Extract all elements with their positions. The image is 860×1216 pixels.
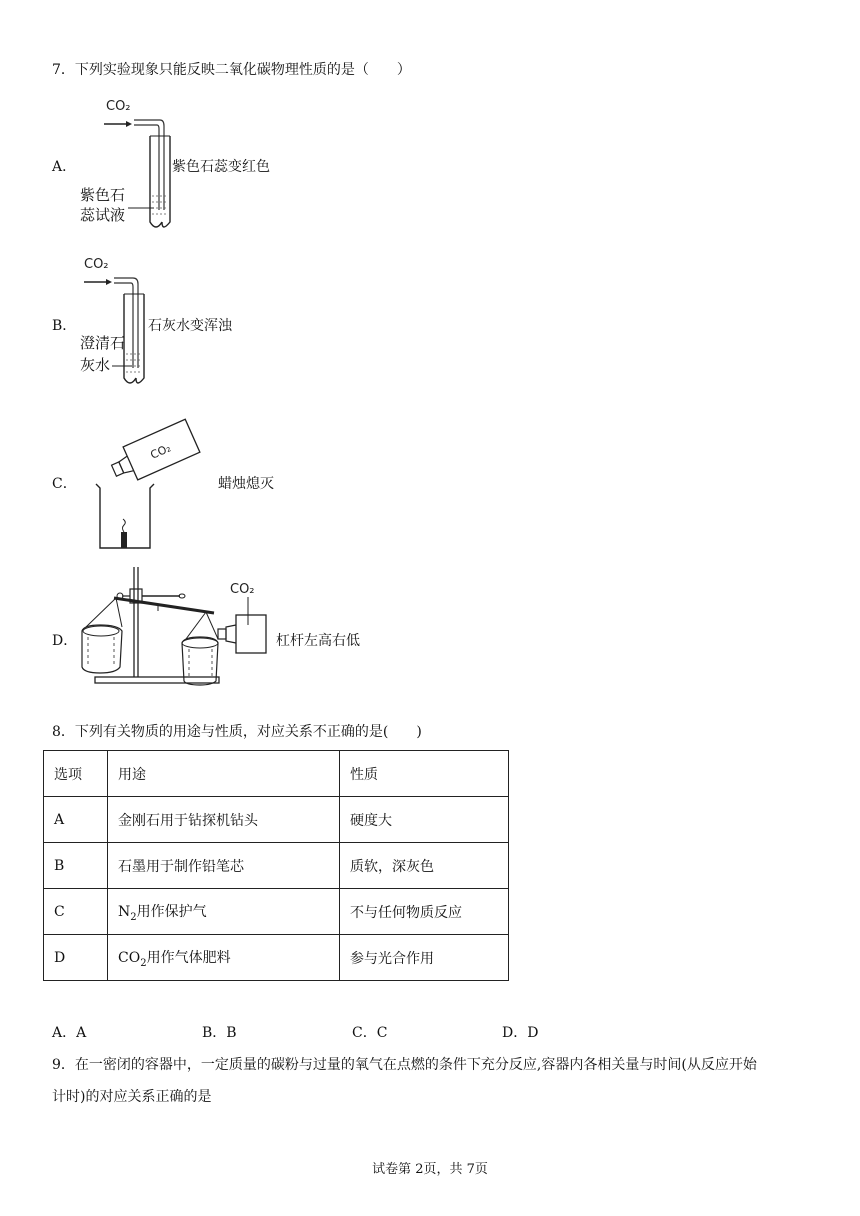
row-use: 石墨用于制作铅笔芯 xyxy=(108,843,340,889)
q7-a-reagent-line2: 蕊试液 xyxy=(80,206,126,224)
q8-choice-a[interactable]: A．A xyxy=(52,1025,87,1041)
q8-choice-b[interactable]: B．B xyxy=(202,1025,237,1041)
q7-b-reagent-line2: 灰水 xyxy=(80,356,111,374)
formula-text: N xyxy=(118,903,131,920)
row-use: 金刚石用于钻探机钻头 xyxy=(108,797,340,843)
row-property: 不与任何物质反应 xyxy=(340,889,509,935)
header-property: 性质 xyxy=(340,751,509,797)
table-row xyxy=(44,843,509,889)
q7-option-d-letter: D． xyxy=(52,633,78,649)
q7-option-b-caption: 石灰水变浑浊 xyxy=(148,318,232,334)
use-text: 用作气体肥料 xyxy=(146,949,231,966)
q7-option-d-caption: 杠杆左高右低 xyxy=(276,633,360,649)
q7-number: 7． xyxy=(52,62,75,78)
q7-option-c-diagram xyxy=(90,408,220,553)
q9-text-line1: 在一密闭的容器中，一定质量的碳粉与过量的氧气在点燃的条件下充分反应,容器内各相关量与时间(从反应开始 xyxy=(74,1057,757,1073)
q9-number: 9． xyxy=(52,1057,75,1073)
row-option: B xyxy=(44,843,108,889)
table-header-row xyxy=(44,751,509,797)
q7-b-gas-label: CO₂ xyxy=(84,257,109,272)
table-row xyxy=(44,889,509,935)
row-property: 质软，深灰色 xyxy=(340,843,509,889)
q7-d-gas-label: CO₂ xyxy=(230,582,255,597)
q8-choice-c[interactable]: C．C xyxy=(352,1025,388,1041)
q7-b-reagent-line1: 澄清石 xyxy=(80,334,126,352)
formula-subscript: 2 xyxy=(130,911,137,923)
header-use: 用途 xyxy=(108,751,340,797)
row-option: C xyxy=(44,889,108,935)
q7-a-reagent-line1: 紫色石 xyxy=(80,186,126,204)
q9-stem-line1 xyxy=(52,1055,757,1075)
q8-table xyxy=(43,750,509,981)
table-row xyxy=(44,935,509,981)
q7-c-gas-label: CO₂ xyxy=(148,441,173,462)
q7-stem xyxy=(52,60,411,80)
row-option: A xyxy=(44,797,108,843)
header-option: 选项 xyxy=(44,751,108,797)
row-property: 硬度大 xyxy=(340,797,509,843)
q8-stem xyxy=(52,722,422,742)
table-row xyxy=(44,797,509,843)
row-property: 参与光合作用 xyxy=(340,935,509,981)
q9-stem-line2: 计时)的对应关系正确的是 xyxy=(52,1089,212,1105)
use-text: 用作保护气 xyxy=(136,903,207,920)
q7-b-pointer-line xyxy=(112,364,132,368)
row-use xyxy=(108,935,340,981)
row-use xyxy=(108,889,340,935)
q8-number: 8． xyxy=(52,724,75,740)
formula-subscript: 2 xyxy=(140,957,147,969)
q8-text: 下列有关物质的用途与性质，对应关系不正确的是( ) xyxy=(74,724,422,740)
row-option: D xyxy=(44,935,108,981)
q7-option-a-caption: 紫色石蕊变红色 xyxy=(172,159,270,175)
q7-option-a-letter: A． xyxy=(52,159,77,175)
q7-text: 下列实验现象只能反映二氧化碳物理性质的是（ ） xyxy=(74,62,411,78)
q7-option-c-letter: C． xyxy=(52,476,77,492)
q7-option-c-caption: 蜡烛熄灭 xyxy=(218,476,274,492)
formula-text: CO xyxy=(118,949,141,966)
q7-option-d-diagram xyxy=(76,565,276,687)
q8-choice-d[interactable]: D．D xyxy=(502,1025,539,1041)
q7-a-gas-label: CO₂ xyxy=(106,99,131,114)
q7-option-b-letter: B． xyxy=(52,318,77,334)
page-footer: 试卷第 2页，共 7页 xyxy=(372,1162,488,1177)
